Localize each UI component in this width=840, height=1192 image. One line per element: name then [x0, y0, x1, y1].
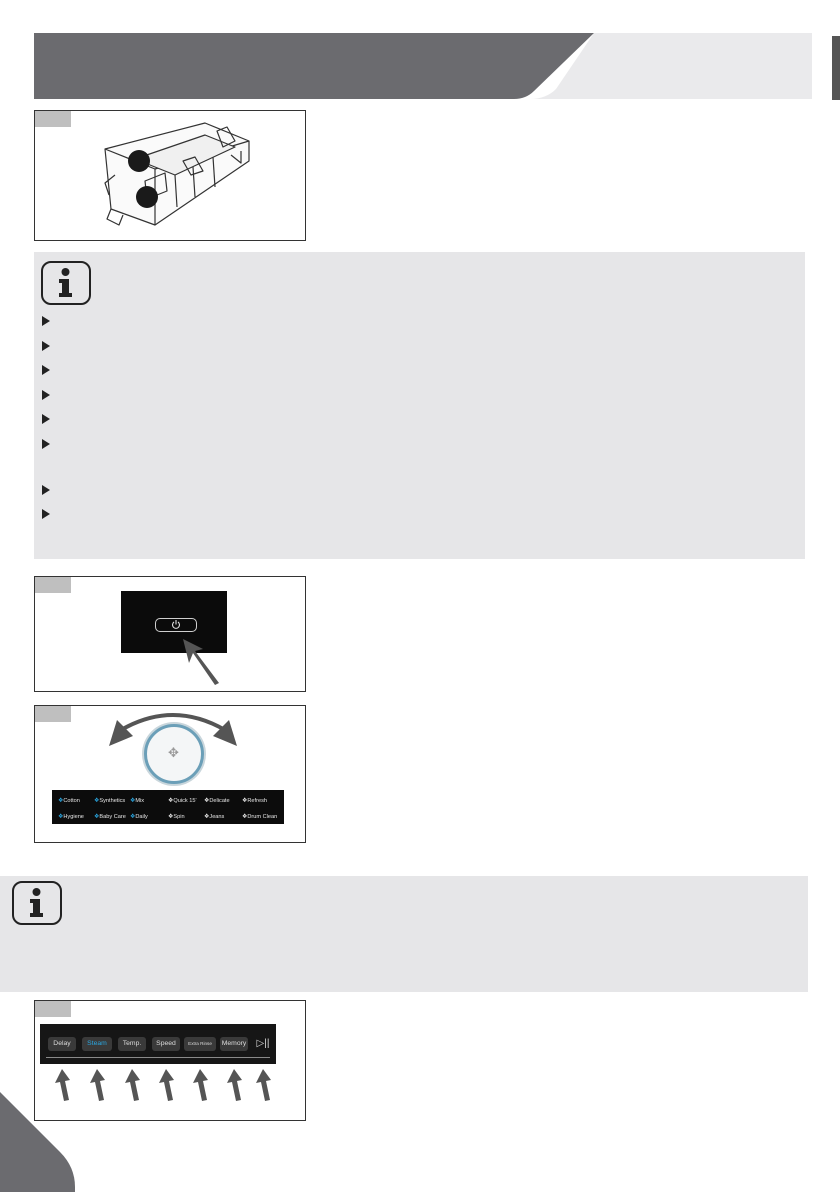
detergent-drawer-illustration: [35, 111, 306, 241]
program-label: [204, 797, 230, 804]
program-label: [168, 813, 185, 820]
program-dot-icon: ❖: [242, 814, 248, 820]
program-label: [94, 813, 126, 820]
program-label: [94, 797, 125, 804]
program-dot-icon: ❖: [58, 814, 64, 820]
program-dot-icon: ❖: [130, 814, 136, 820]
detergent-drawer-figure: [34, 110, 306, 241]
info-i-glyph: [14, 883, 59, 922]
program-dot-icon: ❖: [168, 798, 174, 804]
press-arrow-icon: [159, 1069, 174, 1101]
bullet-arrow-icon: [42, 485, 50, 495]
info-icon: [41, 261, 91, 305]
program-dot-icon: ❖: [58, 798, 64, 804]
program-name: Delicate: [209, 798, 230, 804]
option-button[interactable]: Speed: [152, 1037, 180, 1051]
option-button[interactable]: Steam: [82, 1037, 112, 1051]
info-i-glyph: [43, 263, 88, 302]
bullet-arrow-icon: [42, 390, 50, 400]
program-name: Jeans: [209, 814, 225, 820]
option-button[interactable]: Memory: [220, 1037, 248, 1051]
program-label: [58, 797, 80, 804]
program-name: Quick 15': [173, 798, 197, 804]
program-label: [58, 813, 84, 820]
program-knob-figure: [34, 705, 306, 843]
program-name: Hygiene: [63, 814, 84, 820]
press-arrow-icon: [256, 1069, 271, 1101]
press-arrow-icon: [125, 1069, 140, 1101]
program-label: [204, 813, 224, 820]
option-button[interactable]: Temp.: [118, 1037, 146, 1051]
option-button[interactable]: Delay: [48, 1037, 76, 1051]
program-name: Baby Care: [99, 814, 126, 820]
bullet-arrow-icon: [42, 439, 50, 449]
info-box-2: [0, 876, 808, 992]
press-arrows: [35, 1067, 306, 1121]
program-name: Mix: [135, 798, 145, 804]
program-name: Daily: [135, 814, 148, 820]
strip-baseline: [46, 1057, 270, 1058]
program-dot-icon: ❖: [204, 814, 210, 820]
program-dot-icon: ❖: [94, 814, 100, 820]
program-label: [242, 797, 267, 804]
program-name: Cotton: [63, 798, 80, 804]
program-label: [168, 797, 197, 804]
figure-number-tab: [35, 1001, 71, 1017]
press-arrow-icon: [90, 1069, 105, 1101]
program-label: [130, 813, 148, 820]
bullet-arrow-icon: [42, 365, 50, 375]
figure-number-tab: [35, 577, 71, 593]
program-knob[interactable]: [144, 724, 204, 784]
info-icon: [12, 881, 62, 925]
bullet-arrow-icon: [42, 414, 50, 424]
press-arrow-icon: [193, 1069, 208, 1101]
program-dot-icon: ❖: [130, 798, 136, 804]
press-arrow-icon: [227, 1069, 242, 1101]
program-name: Spin: [173, 814, 185, 820]
program-dot-icon: ❖: [204, 798, 210, 804]
program-list: [52, 790, 284, 824]
side-marker: [832, 36, 840, 100]
info-box-1: [34, 252, 805, 559]
program-dot-icon: ❖: [242, 798, 248, 804]
option-button-strip: [40, 1024, 276, 1064]
program-name: Synthetics: [99, 798, 126, 804]
program-dot-icon: ❖: [94, 798, 100, 804]
press-arrow-icon: [175, 623, 225, 689]
program-label: [242, 813, 277, 820]
program-name: Drum Clean: [247, 814, 278, 820]
program-name: Refresh: [247, 798, 267, 804]
knob-center-icon: ✥: [168, 745, 179, 760]
bullet-arrow-icon: [42, 341, 50, 351]
option-button[interactable]: Extra Rinse: [184, 1037, 216, 1051]
bullet-arrow-icon: [42, 316, 50, 326]
program-dot-icon: ❖: [168, 814, 174, 820]
option-button[interactable]: ▷||: [256, 1038, 270, 1049]
callout-marker-1: [128, 150, 150, 172]
bullet-arrow-icon: [42, 509, 50, 519]
power-button-figure: [34, 576, 306, 692]
callout-marker-2: [136, 186, 158, 208]
program-label: [130, 797, 144, 804]
header-banner: [34, 33, 594, 99]
page-corner-tab: [0, 1092, 75, 1192]
